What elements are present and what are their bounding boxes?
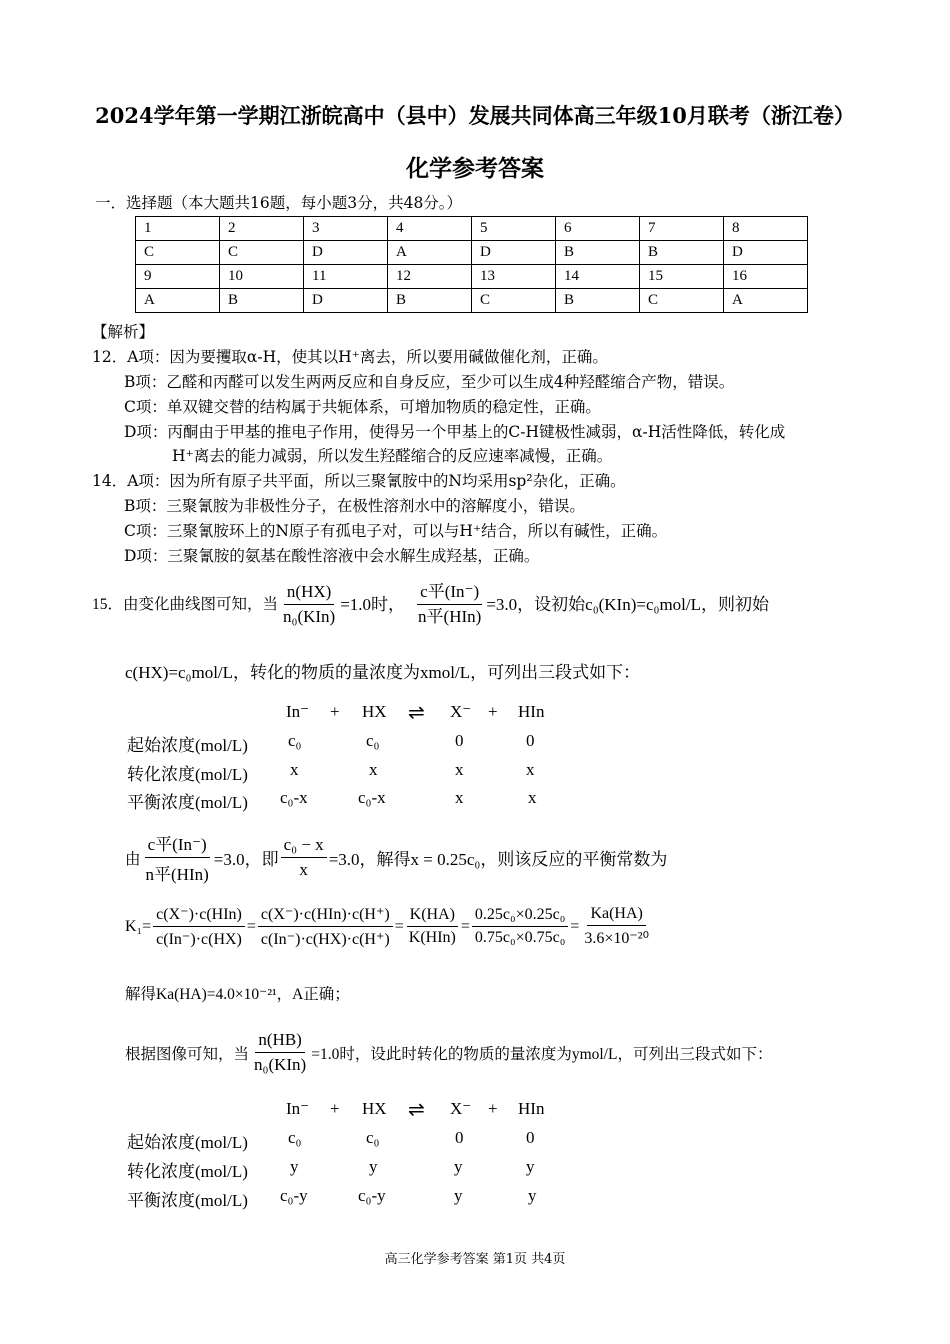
grid-header: In⁻: [286, 702, 310, 721]
q14-b: B项：三聚氰胺为非极性分子，在极性溶剂水中的溶解度小，错误。: [124, 497, 585, 515]
q15-lead2: 根据图像可知，当: [125, 1045, 250, 1063]
q15-line3: [125, 830, 667, 885]
grid-value: x: [528, 788, 537, 807]
document-subtitle: 化学参考答案: [406, 155, 544, 182]
fraction: [281, 835, 327, 880]
answer-table: [135, 216, 808, 313]
grid-header: HX: [362, 1099, 387, 1118]
grid-value: 0: [526, 1128, 535, 1147]
equilibrium-arrow-icon: ⇌: [408, 1099, 425, 1121]
fraction-den: n₀(KIn): [283, 607, 336, 626]
q15-f3-val: =3.0，即: [213, 850, 279, 869]
table-cell: C: [640, 289, 724, 313]
row-label: 平衡浓度(mol/L): [127, 793, 248, 812]
table-cell: D: [304, 241, 388, 265]
table-cell: 13: [472, 265, 556, 289]
grid-value: c₀-x: [280, 788, 308, 807]
table-cell: 5: [472, 217, 556, 241]
table-cell: 2: [220, 217, 304, 241]
table-cell: D: [724, 241, 808, 265]
table-cell: 14: [556, 265, 640, 289]
fraction: [153, 904, 245, 949]
grid-header: +: [330, 1099, 340, 1118]
fraction-den: 0.75c₀×0.75c₀: [474, 929, 566, 946]
page-footer: 高三化学参考答案 第1页 共4页: [384, 1252, 566, 1267]
k1-equation: [125, 904, 654, 949]
grid-value: y: [528, 1186, 537, 1205]
fraction-den: 3.6×10⁻²⁰: [584, 930, 649, 947]
fraction-den: c(In⁻)·c(HX)·c(H⁺): [260, 931, 390, 948]
grid-header: X⁻: [450, 1099, 472, 1118]
fraction-den: n平(HIn): [145, 865, 209, 884]
table-cell: 1: [136, 217, 220, 241]
fraction-num: c(X⁻)·c(HIn): [153, 904, 245, 927]
fraction-den: n平(HIn): [418, 607, 482, 626]
q15-lead: 15．由变化曲线图可知，当: [92, 595, 279, 613]
equals-sign: =: [570, 917, 580, 935]
fraction: [406, 906, 459, 947]
table-cell: C: [220, 241, 304, 265]
grid-value: x: [455, 760, 464, 779]
grid-value: c₀-x: [358, 788, 386, 807]
row-label: 转化浓度(mol/L): [127, 765, 248, 784]
analysis-heading: 【解析】: [92, 323, 155, 341]
fraction-den: n₀(KIn): [254, 1055, 307, 1074]
grid-value: x: [369, 760, 378, 779]
q15-result: 解得Ka(HA)=4.0×10⁻²¹，A正确；: [125, 986, 350, 1003]
row-label: 转化浓度(mol/L): [127, 1162, 248, 1181]
table-cell: 4: [388, 217, 472, 241]
q12-c: C项：单双键交替的结构属于共轭体系，可增加物质的稳定性，正确。: [124, 398, 601, 416]
grid-header: +: [488, 1099, 498, 1118]
grid-value: c₀-y: [358, 1186, 386, 1205]
q12-d1: D项：丙酮由于甲基的推电子作用，使得另一个甲基上的C-H键极性减弱，α-H活性降低，转化成: [124, 423, 786, 441]
grid-header: HX: [362, 702, 387, 721]
grid-value: x: [455, 788, 464, 807]
table-cell: A: [136, 289, 220, 313]
grid-value: c₀: [366, 731, 380, 750]
table-cell: 16: [724, 265, 808, 289]
fraction: [280, 582, 338, 627]
grid-header: HIn: [518, 1099, 545, 1118]
q15-you: 由: [125, 850, 141, 868]
q12-d2: H⁺离去的能力减弱，所以发生羟醛缩合的反应速率减慢，正确。: [172, 447, 613, 465]
fraction-den: c(In⁻)·c(HX): [156, 931, 242, 948]
q15-line1: [92, 582, 769, 627]
grid-header: X⁻: [450, 702, 472, 721]
table-cell: 11: [304, 265, 388, 289]
q12-a: 12．A项：因为要攫取α-H，使其以H⁺离去，所以要用碱做催化剂，正确。: [92, 348, 608, 366]
fraction-den: K(HIn): [408, 929, 456, 946]
q14-c: C项：三聚氰胺环上的N原子有孤电子对，可以与H⁺结合，所以有碱性，正确。: [124, 522, 668, 540]
grid-header: +: [488, 702, 498, 721]
table-cell: 9: [136, 265, 220, 289]
grid-value: x: [290, 760, 299, 779]
fraction-num: c₀ − x: [281, 835, 327, 858]
fraction: [415, 582, 484, 627]
fraction: [581, 905, 652, 948]
q15-f4-val: =3.0，解得x = 0.25c₀，则该反应的平衡常数为: [328, 850, 668, 869]
q12-b: B项：乙醛和丙醛可以发生两两反应和自身反应，至少可以生成4种羟醛缩合产物，错误。: [124, 373, 735, 391]
fraction: [472, 906, 568, 947]
table-cell: B: [640, 241, 724, 265]
q15-f1-val: =1.0时，: [340, 594, 406, 614]
fraction-num: c平(In⁻): [417, 582, 482, 605]
grid-header: HIn: [518, 702, 545, 721]
table-cell: D: [472, 241, 556, 265]
q15-f5-val: =1.0时，设此时转化的物质的量浓度为ymol/L，可列出三段式如下：: [311, 1045, 773, 1063]
q15-line4: [125, 1030, 772, 1075]
table-cell: C: [472, 289, 556, 313]
table-cell: 6: [556, 217, 640, 241]
row-label: 平衡浓度(mol/L): [127, 1191, 248, 1210]
equilibrium-arrow-icon: ⇌: [408, 702, 425, 724]
grid-value: y: [526, 1157, 535, 1176]
fraction-den: x: [299, 860, 308, 879]
table-cell: 7: [640, 217, 724, 241]
table-cell: B: [556, 289, 640, 313]
row-label: 起始浓度(mol/L): [127, 1133, 248, 1152]
table-cell: 15: [640, 265, 724, 289]
table-cell: C: [136, 241, 220, 265]
fraction-num: n(HB): [255, 1030, 304, 1053]
grid-value: 0: [455, 1128, 464, 1147]
table-cell: A: [388, 241, 472, 265]
table-cell: 3: [304, 217, 388, 241]
table-cell: B: [556, 241, 640, 265]
equals-sign: =: [394, 917, 404, 935]
grid-value: c₀: [288, 731, 302, 750]
table-cell: A: [724, 289, 808, 313]
grid-value: c₀: [288, 1128, 302, 1147]
equals-sign: =: [460, 917, 470, 935]
table-cell: D: [304, 289, 388, 313]
grid-value: c₀-y: [280, 1186, 308, 1205]
q15-f2-val: =3.0，设初始c₀(KIn)=c₀mol/L，则初始: [486, 594, 769, 614]
grid-value: y: [369, 1157, 378, 1176]
q14-a: 14．A项：因为所有原子共平面，所以三聚氰胺中的N均采用sp²杂化，正确。: [92, 472, 626, 490]
row-label: 起始浓度(mol/L): [127, 736, 248, 755]
grid-value: 0: [526, 731, 535, 750]
fraction-num: 0.25c₀×0.25c₀: [472, 906, 568, 927]
grid-value: y: [290, 1157, 299, 1176]
document-title: 2024学年第一学期江浙皖高中（县中）发展共同体高三年级10月联考（浙江卷）: [95, 103, 855, 128]
fraction: [143, 830, 212, 885]
fraction-num: c平(In⁻): [145, 830, 210, 858]
grid-value: c₀: [366, 1128, 380, 1147]
grid-header: +: [330, 702, 340, 721]
section-heading: 一．选择题（本大题共16题，每小题3分，共48分。）: [95, 194, 463, 212]
fraction-num: K(HA): [407, 906, 458, 927]
table-row: [136, 265, 808, 289]
equals-sign: =: [246, 917, 256, 935]
table-cell: 12: [388, 265, 472, 289]
grid-value: y: [454, 1157, 463, 1176]
fraction: [251, 1030, 309, 1075]
grid-value: x: [526, 760, 535, 779]
fraction: [258, 904, 393, 949]
table-row: [136, 289, 808, 313]
grid-header: In⁻: [286, 1099, 310, 1118]
table-cell: 10: [220, 265, 304, 289]
table-row: [136, 241, 808, 265]
table-row: [136, 217, 808, 241]
table-cell: 8: [724, 217, 808, 241]
fraction-num: Ka(HA): [587, 905, 645, 926]
fraction-num: n(HX): [284, 582, 334, 605]
q14-d: D项：三聚氰胺的氨基在酸性溶液中会水解生成羟基，正确。: [124, 547, 540, 565]
table-cell: B: [220, 289, 304, 313]
fraction-num: c(X⁻)·c(HIn)·c(H⁺): [258, 904, 393, 927]
q15-line2: c(HX)=c₀mol/L，转化的物质的量浓度为xmol/L，可列出三段式如下：: [125, 663, 641, 682]
k1-label: K₁=: [125, 917, 152, 935]
grid-value: 0: [455, 731, 464, 750]
table-cell: B: [388, 289, 472, 313]
grid-value: y: [454, 1186, 463, 1205]
